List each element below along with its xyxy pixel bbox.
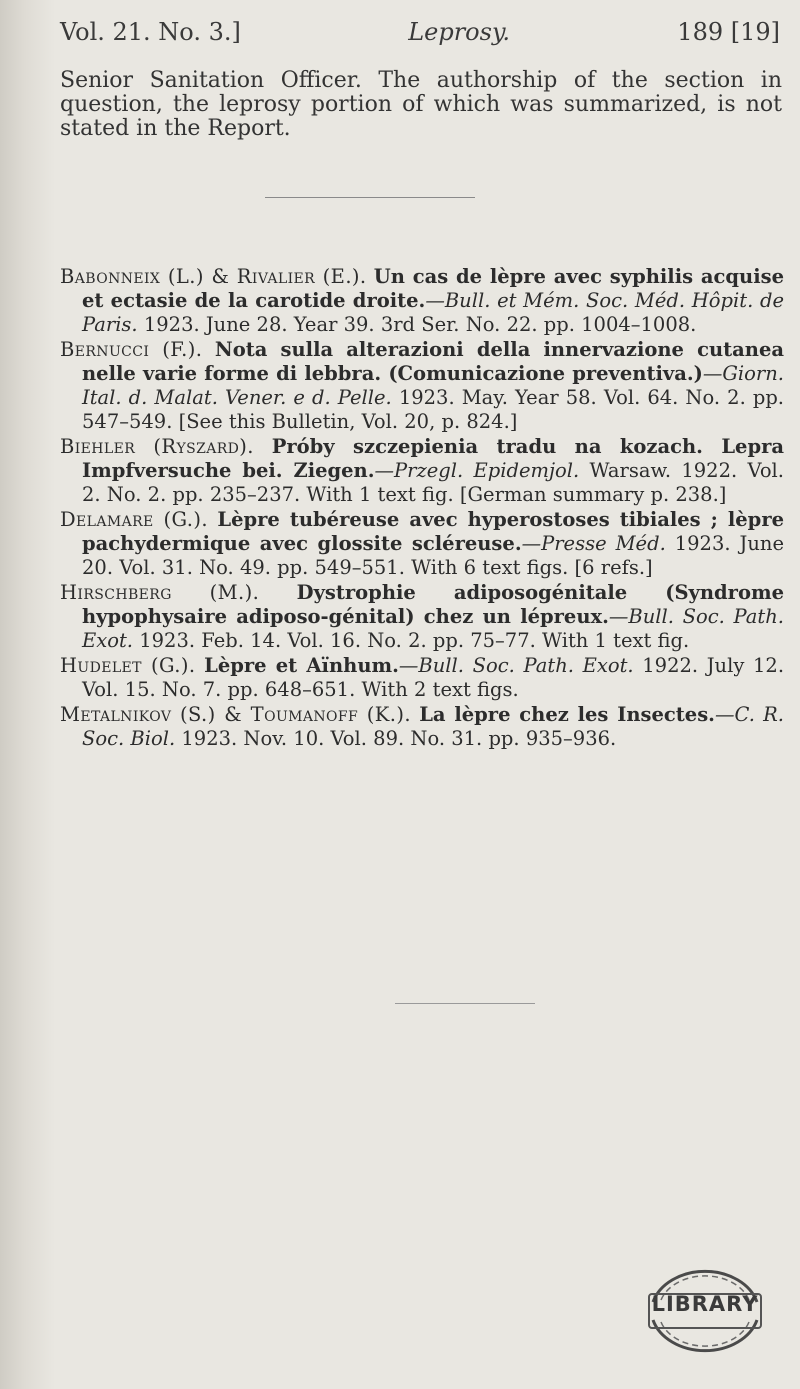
entry-details: Warsaw. 1922. Vol. 2. No. 2. pp. 235–237. With 1 text fig. [German summary p. 238.] (82, 459, 784, 506)
bibliography-entry (60, 338, 784, 434)
stamp-label: LIBRARY (651, 1292, 759, 1316)
library-stamp (635, 1250, 775, 1370)
bibliography-entry (60, 581, 784, 653)
page-edge-shadow (0, 0, 55, 1389)
entry-title: Dystrophie adiposogénitale (Syndrome hypophysaire adiposo-génital) chez un lépreux. (82, 581, 785, 628)
entry-authors: Biehler (Ryszard). (60, 435, 254, 458)
entry-title: Lèpre et Aïnhum. (204, 654, 399, 677)
running-header (60, 16, 780, 48)
page-number: 189 [19] (677, 18, 780, 46)
bibliography-entry (60, 703, 784, 751)
entry-journal: —Przegl. Epidemjol. (374, 459, 580, 482)
entry-journal: —Bull. et Mém. Soc. Méd. Hôpit. de Paris. (82, 289, 784, 336)
entry-details: 1923. June 20. Vol. 31. No. 49. pp. 549–551. With 6 text figs. [6 refs.] (82, 532, 784, 579)
section-divider (265, 197, 475, 198)
entry-journal: —Giorn. Ital. d. Malat. Vener. e d. Pelle. (82, 362, 784, 409)
entry-details: 1923. June 28. Year 39. 3rd Ser. No. 22. pp. 1004–1008. (143, 313, 697, 336)
entry-details: 1923. Nov. 10. Vol. 89. No. 31. pp. 935–936. (181, 727, 617, 750)
entry-details: 1923. May. Year 58. Vol. 64. No. 2. pp. 547–549. [See this Bulletin, Vol. 20, p. 824.] (82, 386, 784, 433)
volume-number: Vol. 21. No. 3.] (60, 18, 241, 46)
bibliography-entry (60, 265, 784, 337)
entry-journal: —Bull. Soc. Path. Exot. (82, 605, 784, 652)
entry-authors: Metalnikov (S.) & Toumanoff (K.). (60, 703, 411, 726)
entry-title: Próby szczepienia tradu na kozach. Lepra Impfversuche bei. Ziegen. (82, 435, 785, 482)
entry-authors: Hirschberg (M.). (60, 581, 260, 604)
entry-title: Un cas de lèpre avec syphilis acquise et ectasie de la carotide droite. (82, 265, 784, 312)
entry-title: Nota sulla alterazioni della innervazione cutanea nelle varie forme di lebbra. (Comunicazione preventiva.) (82, 338, 784, 385)
section-title: Leprosy. (408, 18, 510, 46)
bibliography-entry (60, 654, 784, 702)
entry-authors: Babonneix (L.) & Rivalier (E.). (60, 265, 367, 288)
entry-details: 1922. July 12. Vol. 15. No. 7. pp. 648–651. With 2 text figs. (82, 654, 785, 701)
entry-journal: —Bull. Soc. Path. Exot. (398, 654, 634, 677)
bibliography-entry (60, 435, 784, 507)
end-divider (395, 1003, 535, 1004)
entry-title: La lèpre chez les Insectes. (419, 703, 715, 726)
entry-title: Lèpre tubéreuse avec hyperostoses tibiales ; lèpre pachydermique avec glossite scléreuse. (82, 508, 784, 555)
bibliography-list (60, 265, 784, 752)
intro-paragraph: Senior Sanitation Officer. The authorship of the section in question, the leprosy portion of which was summarized, is not stated in the Report. (60, 68, 782, 141)
entry-journal: —Presse Méd. (521, 532, 666, 555)
entry-journal: —C. R. Soc. Biol. (82, 703, 784, 750)
entry-authors: Hudelet (G.). (60, 654, 196, 677)
entry-authors: Bernucci (F.). (60, 338, 203, 361)
bibliography-entry (60, 508, 784, 580)
entry-authors: Delamare (G.). (60, 508, 208, 531)
entry-details: 1923. Feb. 14. Vol. 16. No. 2. pp. 75–77. With 1 text fig. (139, 629, 690, 652)
